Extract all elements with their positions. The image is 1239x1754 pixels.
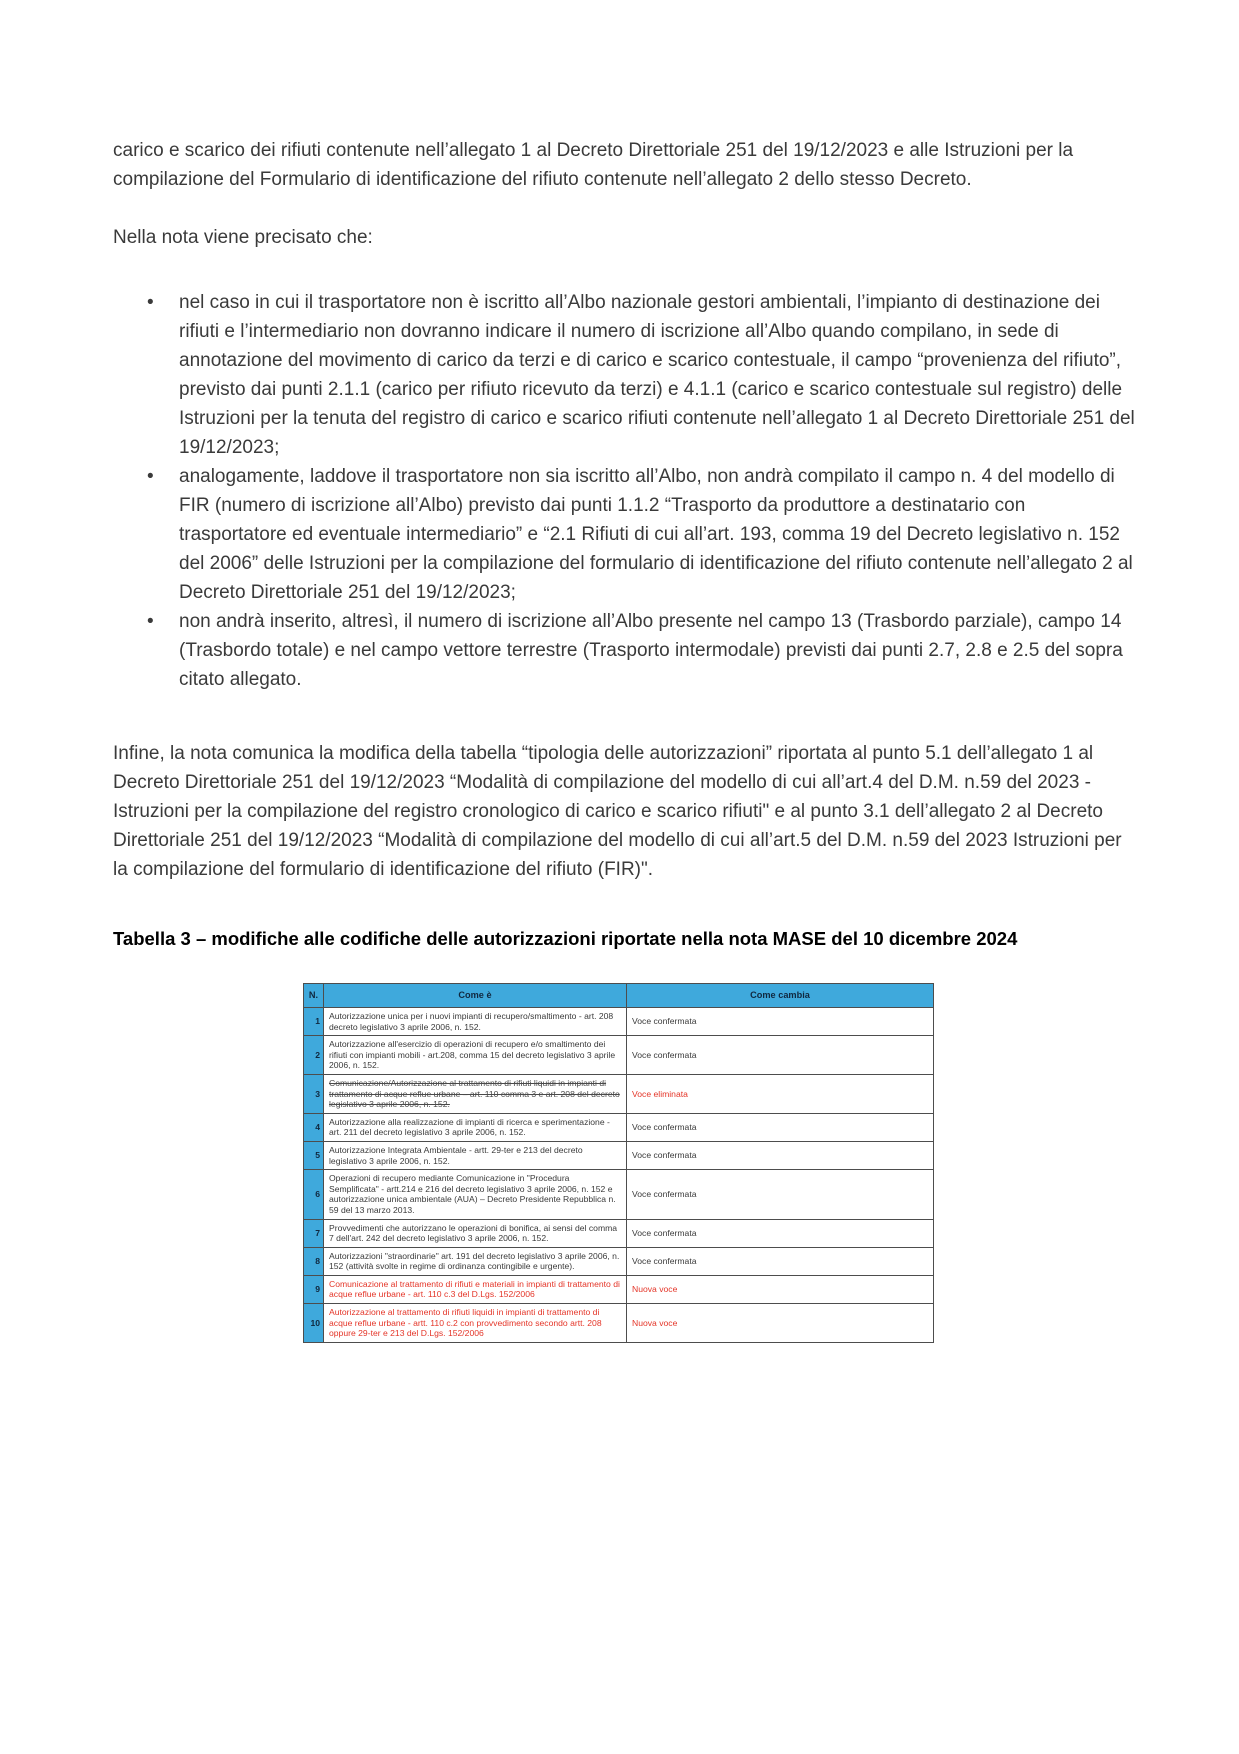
row-change-status: Nuova voce [627,1275,934,1303]
row-number: 8 [304,1247,324,1275]
row-description: Operazioni di recupero mediante Comunicazione in "Procedura Semplificata" - artt.214 e 216 del decreto legislativo 3 aprile 2006, n. 152 e autorizzazione unica ambientale (AUA) – Decreto Presidente Repubblica n. 59 del 13 marzo 2013. [324,1170,627,1219]
table-row [304,1141,934,1169]
row-description: Autorizzazione all'esercizio di operazioni di recupero e/o smaltimento dei rifiuti con impianti mobili - art.208, comma 15 del decreto legislativo 3 aprile 2006, n. 152. [324,1036,627,1075]
bullet-item-trasportatore: • nel caso in cui il trasportatore non è iscritto all’Albo nazionale gestori ambientali, l’impianto di destinazione dei rifiuti e l’intermediario non dovranno indicare il numero di iscrizione all’Albo quando compilano, in sede di annotazione del movimento di carico da terzi e di carico e scarico contestuale, il campo “provenienza del rifiuto”, previsto dai punti 2.1.1 (carico per rifiuto ricevuto da terzi) e 4.1.1 (carico e scarico contestuale sul registro) delle Istruzioni per la tenuta del registro di carico e scarico rifiuti contenute nell’allegato 1 al Decreto Direttoriale 251 del 19/12/2023; [113,288,1137,462]
bullet-item-trasbordo: • non andrà inserito, altresì, il numero di iscrizione all’Albo presente nel campo 13 (Trasbordo parziale), campo 14 (Trasbordo totale) e nel campo vettore terrestre (Trasporto intermodale) previsti dai punti 2.7, 2.8 e 2.5 del sopra citato allegato. [113,607,1137,694]
header-cell-come-cambia: Come cambia [627,984,934,1008]
row-change-status: Voce confermata [627,1170,934,1219]
table-row [304,1036,934,1075]
row-description: Autorizzazione unica per i nuovi impianti di recupero/smaltimento - art. 208 decreto legislativo 3 aprile 2006, n. 152. [324,1008,627,1036]
table-row [304,1247,934,1275]
table-row-new [304,1275,934,1303]
row-change-status: Voce confermata [627,1247,934,1275]
row-change-status: Nuova voce [627,1304,934,1343]
table-header-row [304,984,934,1008]
row-change-status: Voce confermata [627,1113,934,1141]
row-number: 9 [304,1275,324,1303]
header-cell-n: N. [304,984,324,1008]
table-row [304,1170,934,1219]
paragraph-nella-nota: Nella nota viene precisato che: [113,227,373,248]
authorizations-table [303,983,934,1343]
row-description: Autorizzazione alla realizzazione di impianti di ricerca e sperimentazione - art. 211 del decreto legislativo 3 aprile 2006, n. 152. [324,1113,627,1141]
header-cell-come-e: Come è [324,984,627,1008]
row-description: Autorizzazioni "straordinarie" art. 191 del decreto legislativo 3 aprile 2006, n. 152 (attività svolte in regime di ordinanza contingibile e urgente). [324,1247,627,1275]
paragraph-infine: Infine, la nota comunica la modifica della tabella “tipologia delle autorizzazioni” riportata al punto 5.1 dell’allegato 1 al Decreto Direttoriale 251 del 19/12/2023 “Modalità di compilazione del modello di cui all’art.4 del D.M. n.59 del 2023 - Istruzioni per la compilazione del registro cronologico di carico e scarico rifiuti" e al punto 3.1 dell’allegato 2 al Decreto Direttoriale 251 del 19/12/2023 “Modalità di compilazione del modello di cui all’art.5 del D.M. n.59 del 2023 Istruzioni per la compilazione del formulario di identificazione del rifiuto (FIR)". [113,743,1122,880]
row-number: 2 [304,1036,324,1075]
table-row-eliminated [304,1074,934,1113]
row-number: 7 [304,1219,324,1247]
row-number: 5 [304,1141,324,1169]
table-row [304,1008,934,1036]
table-row [304,1219,934,1247]
page-content [113,136,1137,1343]
paragraph-carico-scarico: carico e scarico dei rifiuti contenute nell’allegato 1 al Decreto Direttoriale 251 del 19/12/2023 e alle Istruzioni per la compilazione del Formulario di identificazione del rifiuto contenute nell’allegato 2 dello stesso Decreto. [113,140,1074,190]
row-number: 10 [304,1304,324,1343]
row-change-status: Voce confermata [627,1219,934,1247]
bullet-item-fir-campo4: • analogamente, laddove il trasportatore non sia iscritto all’Albo, non andrà compilato il campo n. 4 del modello di FIR (numero di iscrizione all’Albo) previsto dai punti 1.1.2 “Trasporto da produttore a destinatario con trasportatore ed eventuale intermediario” e “2.1 Rifiuti di cui all’art. 193, comma 19 del Decreto legislativo n. 152 del 2006” delle Istruzioni per la compilazione del formulario di identificazione del rifiuto contenute nell’allegato 2 al Decreto Direttoriale 251 del 19/12/2023; [113,462,1137,607]
row-change-status: Voce confermata [627,1141,934,1169]
table-row-new [304,1304,934,1343]
row-description: Autorizzazione Integrata Ambientale - artt. 29-ter e 213 del decreto legislativo 3 aprile 2006, n. 152. [324,1141,627,1169]
row-change-status: Voce confermata [627,1036,934,1075]
row-number: 4 [304,1113,324,1141]
row-description: Comunicazione al trattamento di rifiuti e materiali in impianti di trattamento di acque reflue urbane - art. 110 c.3 del D.Lgs. 152/2006 [324,1275,627,1303]
row-description: Autorizzazione al trattamento di rifiuti liquidi in impianti di trattamento di acque reflue urbane - artt. 110 c.2 con provvedimento secondo artt. 208 oppure 29-ter e 213 del D.Lgs. 152/2006 [324,1304,627,1343]
table-row [304,1113,934,1141]
row-description: Comunicazione/Autorizzazione al trattamento di rifiuti liquidi in impianti di trattamento di acque reflue urbane – art. 110 comma 3 e art. 208 del decreto legislativo 3 aprile 2006, n. 152. [324,1074,627,1113]
row-number: 6 [304,1170,324,1219]
row-change-status: Voce confermata [627,1008,934,1036]
row-number: 3 [304,1074,324,1113]
row-change-status: Voce eliminata [627,1074,934,1113]
table-caption: Tabella 3 – modifiche alle codifiche delle autorizzazioni riportate nella nota MASE del 10 dicembre 2024 [113,928,1018,949]
row-number: 1 [304,1008,324,1036]
row-description: Provvedimenti che autorizzano le operazioni di bonifica, ai sensi del comma 7 dell'art. 242 del decreto legislativo 3 aprile 2006, n. 152. [324,1219,627,1247]
bullet-list [113,288,1137,694]
